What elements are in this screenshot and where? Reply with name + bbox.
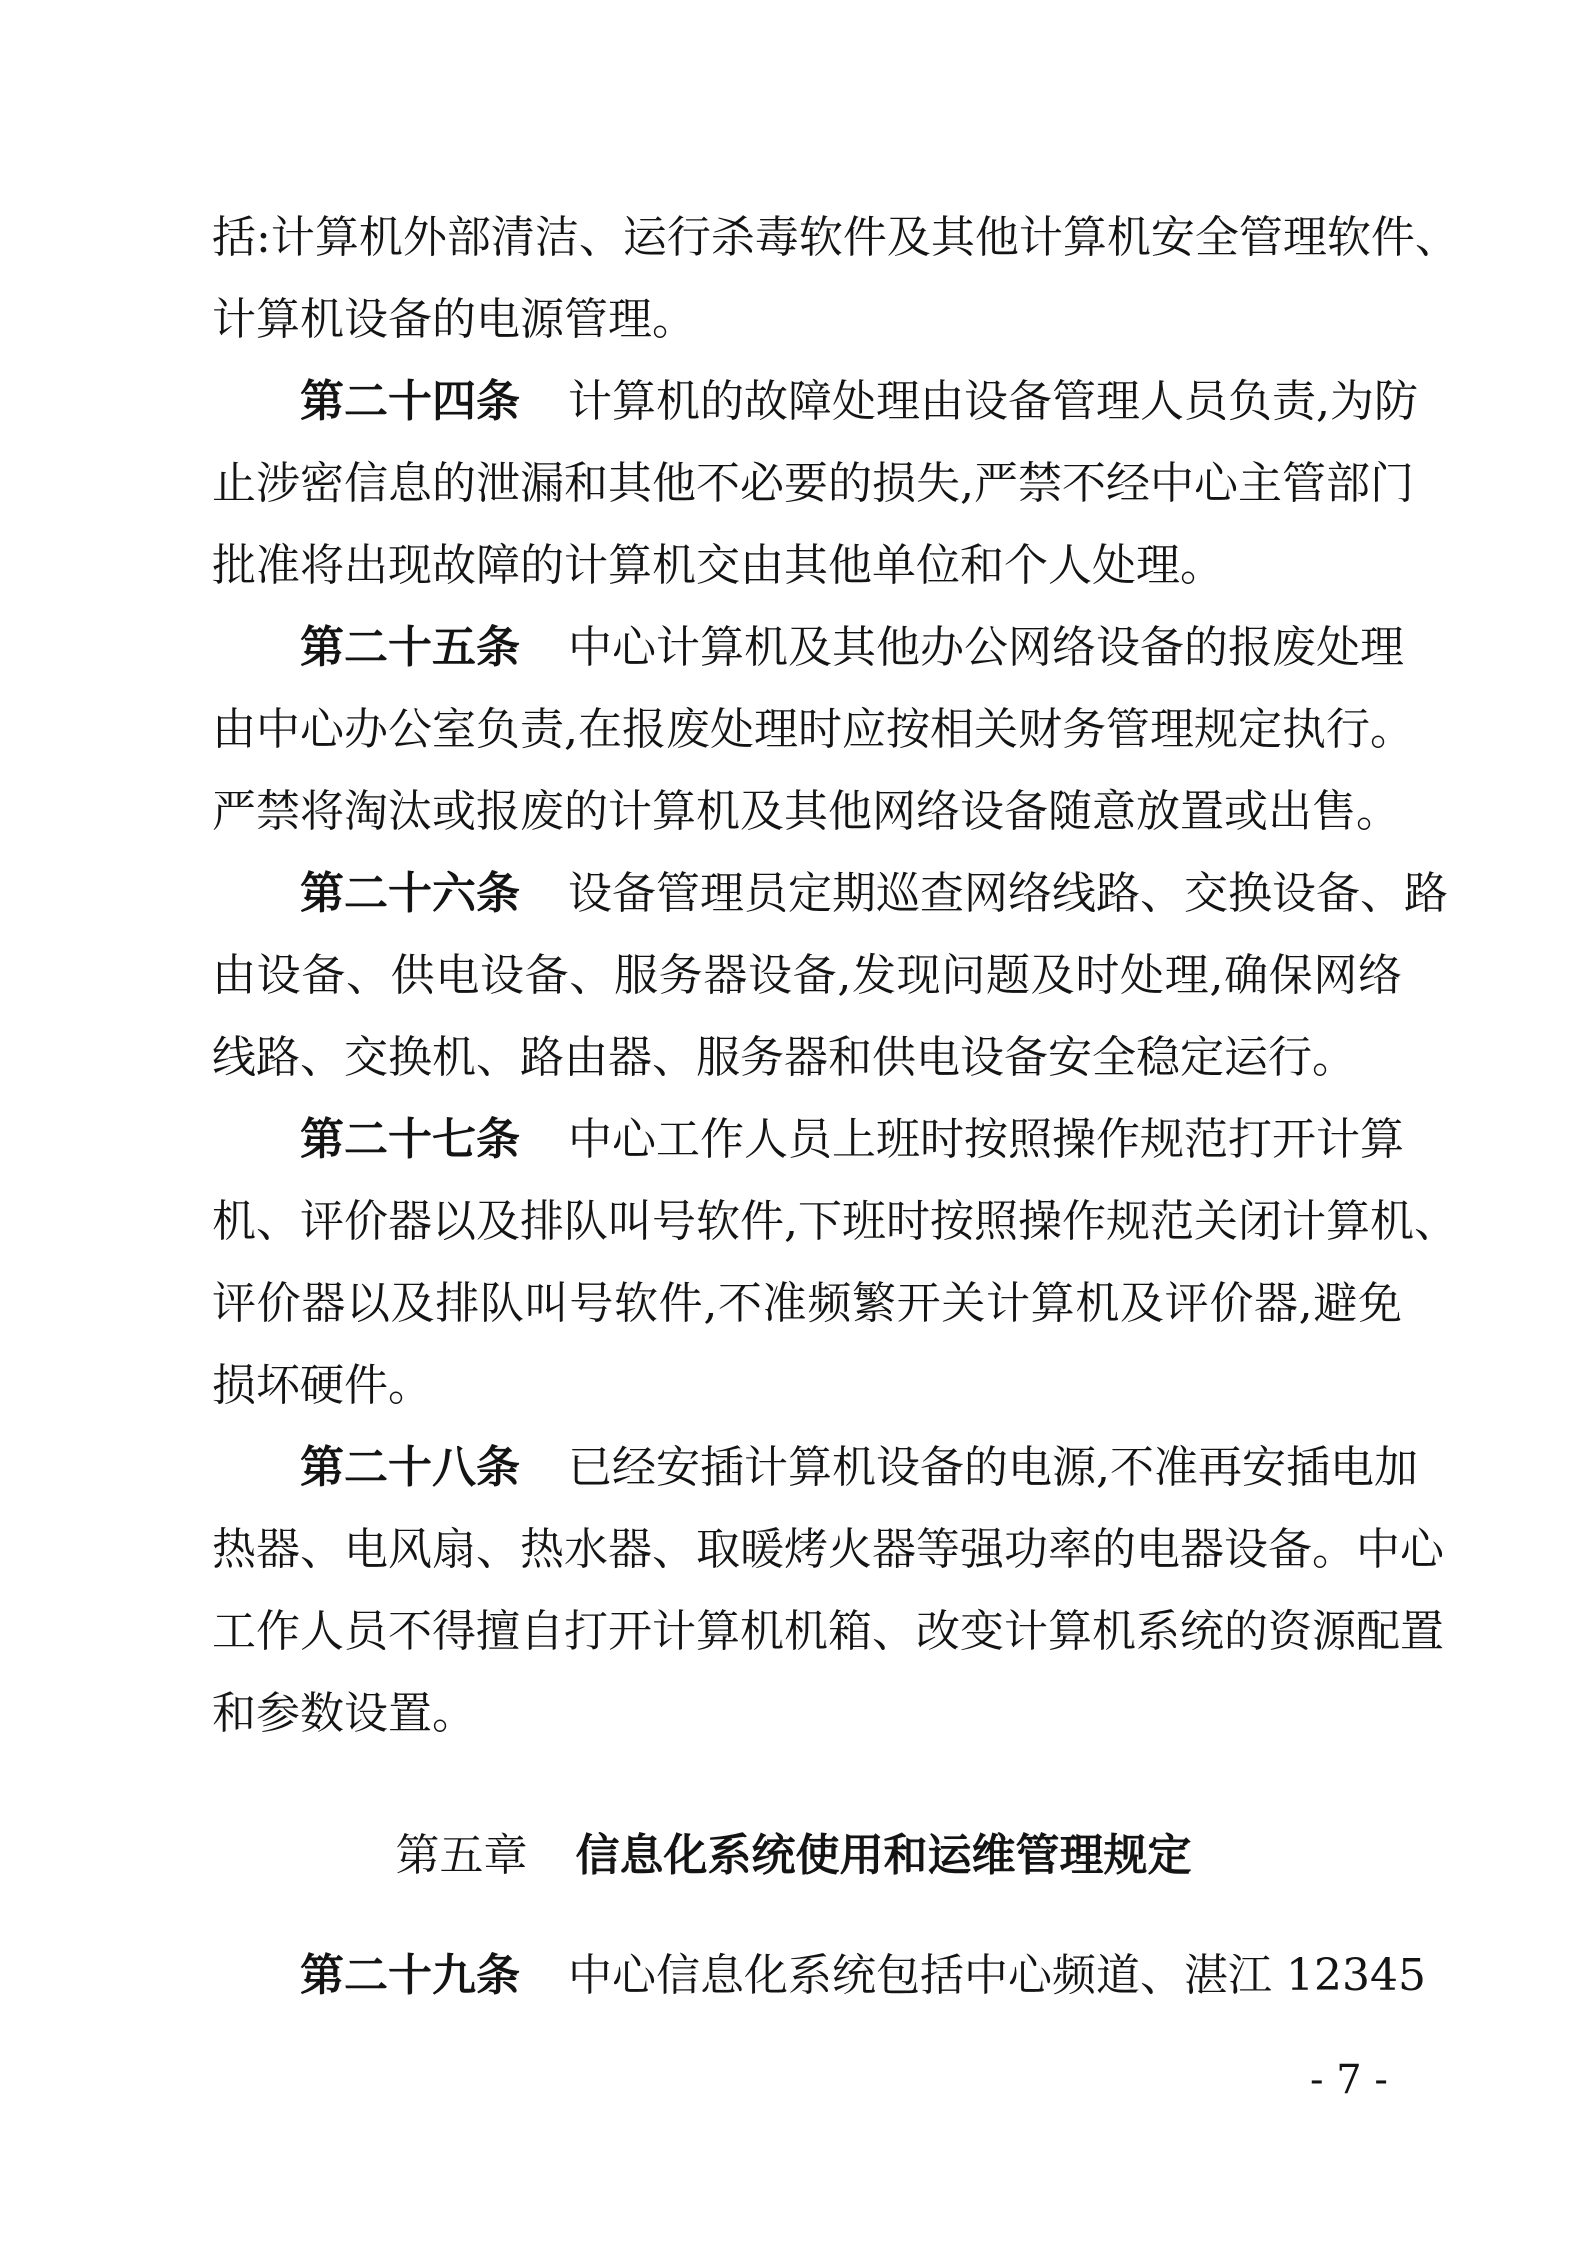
text-line: 中心工作人员上班时按照操作规范打开计算 (568, 1114, 1404, 1165)
text-line: 已经安插计算机设备的电源,不准再安插电加 (568, 1442, 1418, 1493)
article-24-label: 第二十四条 (300, 376, 520, 427)
text-line: 由中心办公室负责,在报废处理时应按相关财务管理规定执行。 (212, 704, 1414, 755)
article-27-label: 第二十七条 (300, 1114, 520, 1165)
text-line: 批准将出现故障的计算机交由其他单位和个人处理。 (212, 540, 1224, 591)
text-line: 机、评价器以及排队叫号软件,下班时按照操作规范关闭计算机、 (212, 1196, 1458, 1247)
text-line: 括:计算机外部清洁、运行杀毒软件及其他计算机安全管理软件、 (212, 212, 1459, 263)
article-27-first-line (300, 1110, 1402, 1170)
text-line: 损坏硬件。 (212, 1360, 432, 1411)
text-line: 计算机设备的电源管理。 (212, 294, 696, 345)
article-26-first-line (300, 864, 1448, 924)
article-28-label: 第二十八条 (300, 1442, 520, 1493)
text-line: 计算机的故障处理由设备管理人员负责,为防 (568, 376, 1418, 427)
article-26-label: 第二十六条 (300, 868, 520, 919)
article-29-first-line (300, 1946, 1426, 2006)
text-line: 工作人员不得擅自打开计算机机箱、改变计算机系统的资源配置 (212, 1606, 1444, 1657)
article-25-label: 第二十五条 (300, 622, 520, 673)
text-line: 评价器以及排队叫号软件,不准频繁开关计算机及评价器,避免 (212, 1278, 1402, 1329)
article-29-label: 第二十九条 (300, 1950, 520, 2001)
article-28-first-line (300, 1438, 1418, 1498)
chapter-title: 信息化系统使用和运维管理规定 (575, 1830, 1192, 1881)
chapter-heading (0, 1826, 1587, 1886)
text-line: 设备管理员定期巡查网络线路、交换设备、路 (568, 868, 1448, 919)
text-line: 和参数设置。 (212, 1688, 476, 1739)
text-line: 中心信息化系统包括中心频道、湛江 12345 (568, 1950, 1426, 2001)
chapter-number: 第五章 (395, 1830, 528, 1881)
text-line: 止涉密信息的泄漏和其他不必要的损失,严禁不经中心主管部门 (212, 458, 1414, 509)
article-24-first-line (300, 372, 1418, 432)
page-number: - 7 - (1310, 2057, 1388, 2103)
text-line: 中心计算机及其他办公网络设备的报废处理 (568, 622, 1404, 673)
article-25-first-line (300, 618, 1402, 678)
text-line: 线路、交换机、路由器、服务器和供电设备安全稳定运行。 (212, 1032, 1356, 1083)
text-line: 热器、电风扇、热水器、取暖烤火器等强功率的电器设备。中心 (212, 1524, 1444, 1575)
text-line: 由设备、供电设备、服务器设备,发现问题及时处理,确保网络 (212, 950, 1402, 1001)
text-line: 严禁将淘汰或报废的计算机及其他网络设备随意放置或出售。 (212, 786, 1400, 837)
